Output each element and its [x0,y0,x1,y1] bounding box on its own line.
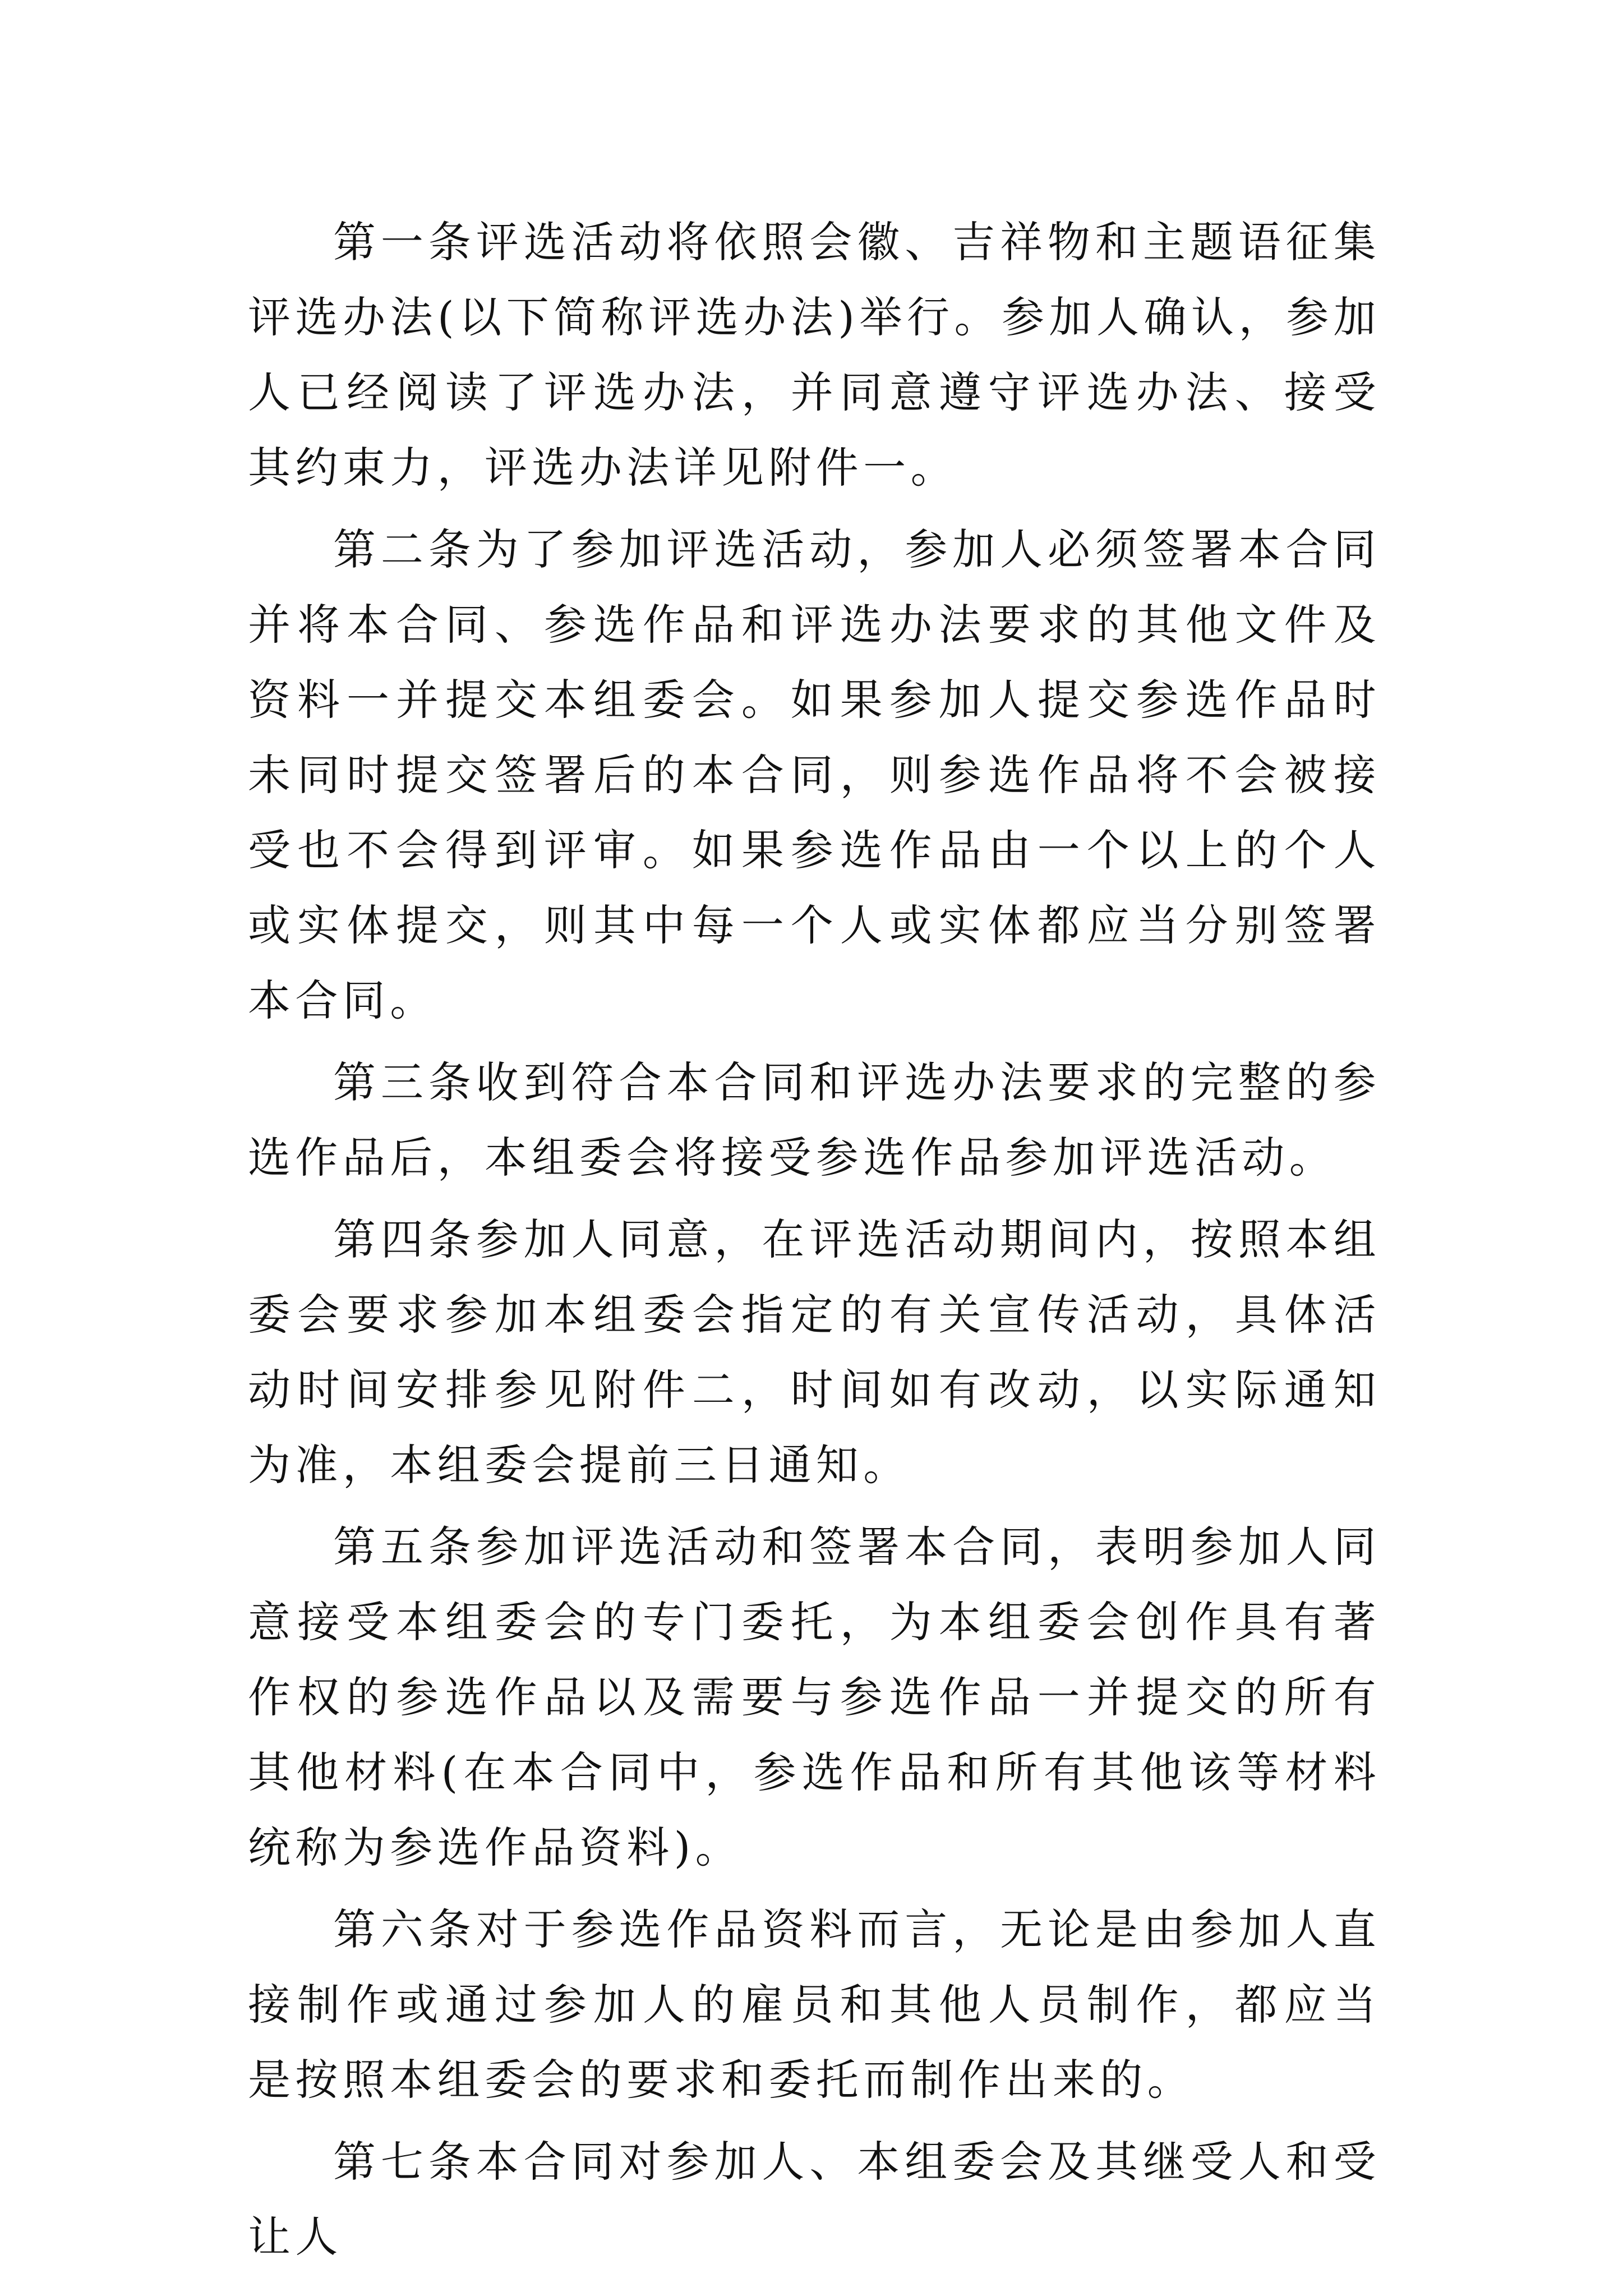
article-3-paragraph: 第三条收到符合本合同和评选办法要求的完整的参选作品后，本组委会将接受参选作品参加评选活动。 [248,1057,1381,1182]
article-4-paragraph: 第四条参加人同意，在评选活动期间内，按照本组委会要求参加本组委会指定的有关宣传活动，具体活动时间安排参见附件二，时间如有改动，以实际通知为准，本组委会提前三日通知。 [248,1214,1381,1490]
article-5-paragraph: 第五条参加评选活动和签署本合同，表明参加人同意接受本组委会的专门委托，为本组委会创作具有著作权的参选作品以及需要与参选作品一并提交的所有其他材料(在本合同中，参选作品和所有其他该等材料统称为参选作品资料)。 [248,1522,1381,1872]
article-2-paragraph: 第二条为了参加评选活动，参加人必须签署本合同并将本合同、参选作品和评选办法要求的其他文件及资料一并提交本组委会。如果参加人提交参选作品时未同时提交签署后的本合同，则参选作品将不会被接受也不会得到评审。如果参选作品由一个以上的个人或实体提交，则其中每一个人或实体都应当分别签署本合同。 [248,524,1381,1025]
article-7-paragraph: 第七条本合同对参加人、本组委会及其继受人和受让人 [248,2137,1381,2262]
document-body [248,205,1381,2281]
article-6-paragraph: 第六条对于参选作品资料而言，无论是由参加人直接制作或通过参加人的雇员和其他人员制作，都应当是按照本组委会的要求和委托而制作出来的。 [248,1904,1381,2105]
article-1-paragraph: 第一条评选活动将依照会徽、吉祥物和主题语征集评选办法(以下简称评选办法)举行。参加人确认，参加人已经阅读了评选办法，并同意遵守评选办法、接受其约束力，评选办法详见附件一。 [248,217,1381,493]
